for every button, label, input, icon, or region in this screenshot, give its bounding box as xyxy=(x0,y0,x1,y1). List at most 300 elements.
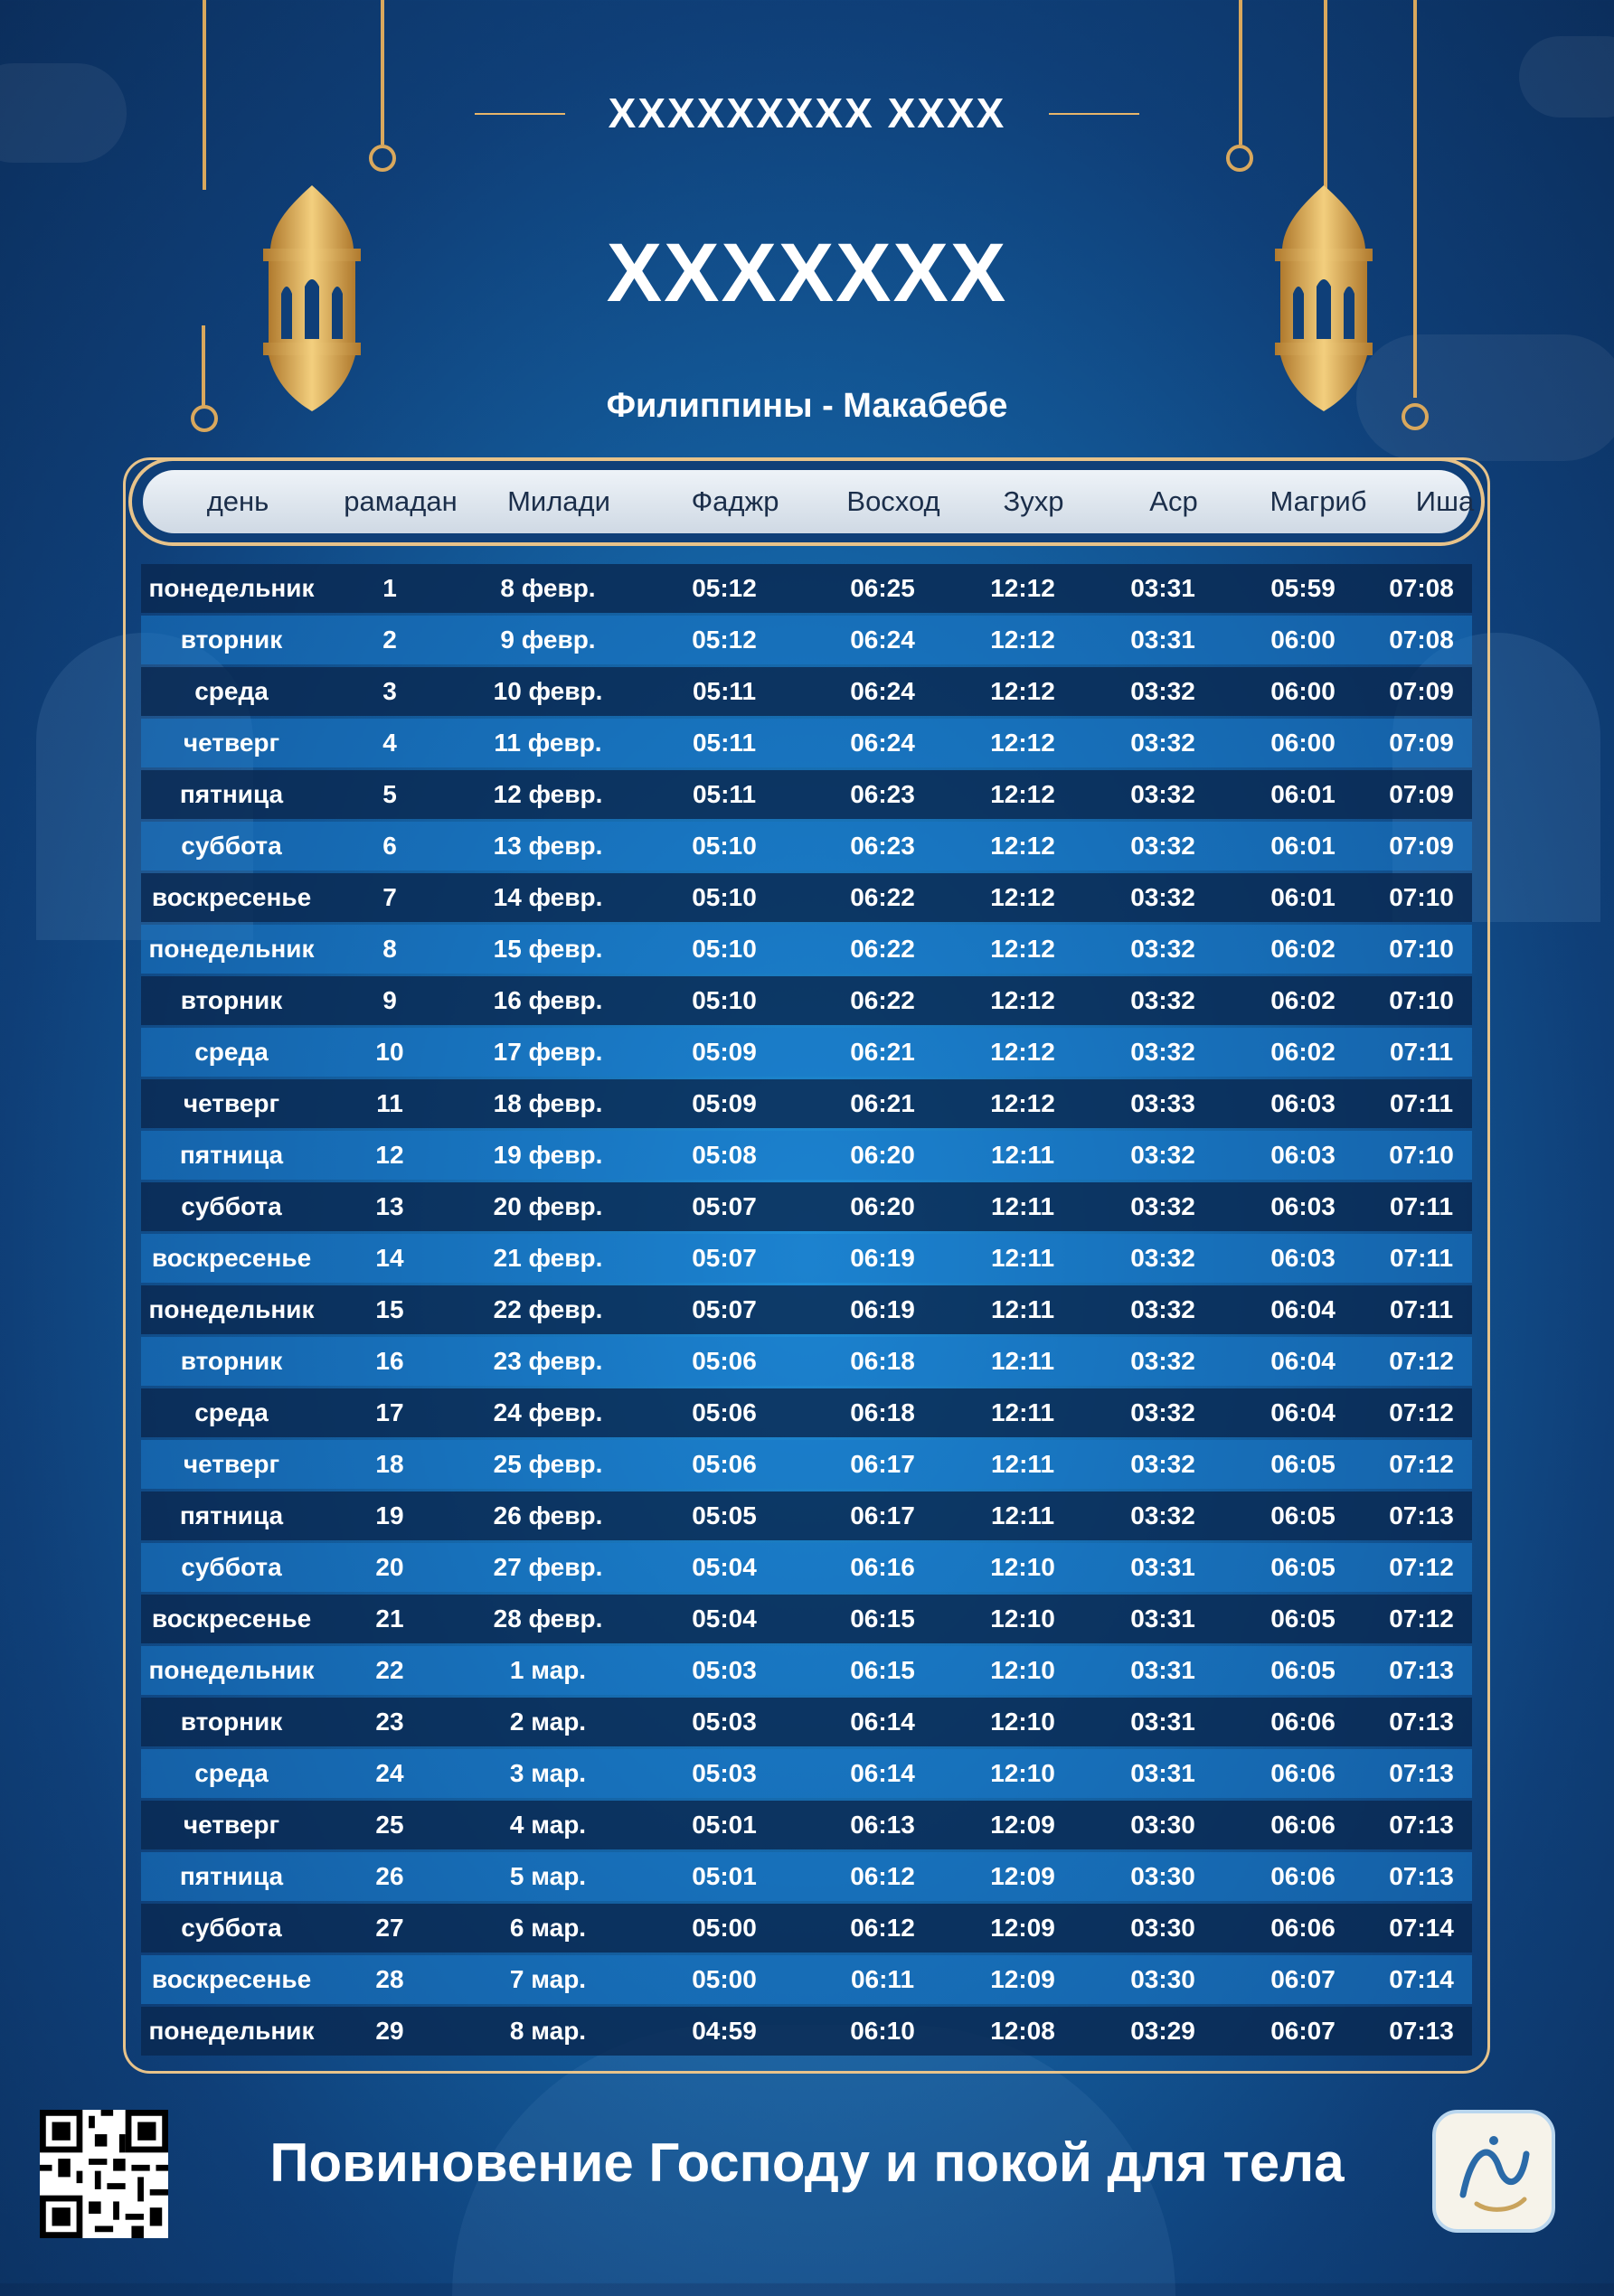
table-row xyxy=(141,822,1472,870)
table-cell: 06:05 xyxy=(1270,1501,1336,1529)
table-cell: 03:32 xyxy=(1130,1347,1195,1375)
table-cell: 7 мар. xyxy=(509,1965,587,1993)
table-cell: 13 xyxy=(375,1192,404,1220)
table-cell: суббота xyxy=(181,832,282,860)
table-row xyxy=(141,1388,1472,1437)
lantern-ring xyxy=(369,145,396,172)
table-cell: 12:10 xyxy=(990,1604,1055,1633)
table-cell: 15 xyxy=(375,1295,404,1323)
column-header: Милади xyxy=(507,485,610,517)
table-cell: 07:13 xyxy=(1389,1862,1454,1890)
table-cell: 06:05 xyxy=(1270,1604,1336,1633)
table-cell: 11 февр. xyxy=(494,729,602,757)
prayer-times-table xyxy=(141,564,1472,2058)
table-cell: 07:10 xyxy=(1389,935,1454,963)
table-cell: 26 xyxy=(375,1862,404,1890)
table-cell: 03:30 xyxy=(1130,1811,1195,1839)
table-cell: 05:07 xyxy=(692,1192,757,1220)
table-cell: 03:32 xyxy=(1130,1398,1195,1426)
table-cell: 07:11 xyxy=(1389,1192,1454,1220)
table-cell: 06:17 xyxy=(850,1450,915,1478)
table-cell: 06:11 xyxy=(850,1965,915,1993)
table-cell: 28 февр. xyxy=(493,1604,603,1633)
table-cell: 20 февр. xyxy=(493,1192,603,1220)
table-cell: 2 мар. xyxy=(509,1708,587,1736)
table-cell: 7 xyxy=(382,883,397,911)
table-cell: 06:04 xyxy=(1270,1398,1336,1426)
table-header xyxy=(128,457,1485,546)
table-cell: 03:32 xyxy=(1130,883,1195,911)
table-cell: 07:09 xyxy=(1389,780,1454,808)
table-cell: 15 февр. xyxy=(493,935,603,963)
table-cell: 06:19 xyxy=(850,1244,915,1272)
table-cell: вторник xyxy=(180,626,283,654)
table-cell: 05:07 xyxy=(692,1295,757,1323)
table-cell: 03:32 xyxy=(1130,1501,1195,1529)
table-cell: 07:08 xyxy=(1389,626,1454,654)
table-row xyxy=(141,1749,1472,1798)
table-cell: 06:19 xyxy=(850,1295,915,1323)
table-cell: 22 февр. xyxy=(493,1295,603,1323)
table-row xyxy=(141,719,1472,767)
table-cell: 19 xyxy=(375,1501,404,1529)
table-row xyxy=(141,1028,1472,1077)
table-cell: 07:10 xyxy=(1389,1141,1454,1169)
table-cell: 25 февр. xyxy=(493,1450,603,1478)
table-cell: суббота xyxy=(181,1192,282,1220)
table-cell: 07:13 xyxy=(1389,1759,1454,1787)
table-cell: пятница xyxy=(179,1141,284,1169)
table-cell: 07:13 xyxy=(1389,1656,1454,1684)
table-cell: 12:10 xyxy=(990,1656,1055,1684)
table-cell: 12:12 xyxy=(990,935,1055,963)
table-cell: 8 xyxy=(382,935,397,963)
column-header: Зухр xyxy=(1003,485,1064,517)
table-cell: 06:20 xyxy=(850,1141,915,1169)
table-cell: 6 мар. xyxy=(509,1914,587,1942)
table-row xyxy=(141,667,1472,716)
table-cell: 06:03 xyxy=(1270,1089,1336,1117)
table-cell: 07:11 xyxy=(1389,1038,1454,1066)
table-cell: 05:08 xyxy=(692,1141,757,1169)
table-cell: 03:33 xyxy=(1130,1089,1195,1117)
table-cell: 07:13 xyxy=(1389,1708,1454,1736)
table-cell: 12:12 xyxy=(990,626,1055,654)
table-cell: 23 февр. xyxy=(493,1347,603,1375)
table-cell: 03:31 xyxy=(1130,1759,1195,1787)
table-cell: 05:06 xyxy=(692,1347,757,1375)
table-cell: 18 xyxy=(375,1450,404,1478)
table-cell: 05:09 xyxy=(692,1089,757,1117)
table-cell: 05:12 xyxy=(692,574,757,602)
table-cell: 06:06 xyxy=(1270,1811,1336,1839)
table-cell: 05:03 xyxy=(692,1708,757,1736)
table-cell: 06:00 xyxy=(1270,677,1336,705)
table-cell: 06:00 xyxy=(1270,729,1336,757)
table-cell: 06:24 xyxy=(850,729,915,757)
table-cell: 06:21 xyxy=(850,1038,915,1066)
table-cell: 07:11 xyxy=(1389,1295,1454,1323)
table-cell: 06:02 xyxy=(1270,1038,1336,1066)
table-cell: 06:14 xyxy=(850,1708,915,1736)
table-cell: 06:25 xyxy=(850,574,915,602)
table-cell: 12:10 xyxy=(990,1708,1055,1736)
table-cell: 06:05 xyxy=(1270,1553,1336,1581)
table-cell: 24 февр. xyxy=(493,1398,603,1426)
table-cell: 17 февр. xyxy=(493,1038,603,1066)
table-cell: 25 xyxy=(375,1811,404,1839)
table-cell: 06:00 xyxy=(1270,626,1336,654)
table-cell: 05:11 xyxy=(692,677,757,705)
footer-slogan: Повиновение Господу и покой для тела xyxy=(269,2132,1345,2193)
table-cell: 05:00 xyxy=(692,1914,757,1942)
table-cell: 12 февр. xyxy=(493,780,603,808)
table-cell: пятница xyxy=(179,1501,284,1529)
table-cell: воскресенье xyxy=(151,1244,312,1272)
table-cell: 07:13 xyxy=(1389,2017,1454,2045)
table-cell: 06:21 xyxy=(850,1089,915,1117)
table-cell: 05:11 xyxy=(692,780,757,808)
table-cell: 07:13 xyxy=(1389,1811,1454,1839)
table-cell: 07:14 xyxy=(1389,1914,1454,1942)
lantern-icon xyxy=(1271,185,1376,411)
table-cell: 03:32 xyxy=(1130,1295,1195,1323)
table-cell: 9 февр. xyxy=(500,626,596,654)
table-row xyxy=(141,1801,1472,1849)
table-cell: 05:10 xyxy=(692,935,757,963)
table-cell: 07:12 xyxy=(1389,1398,1454,1426)
lantern-ring xyxy=(191,405,218,432)
table-cell: 07:08 xyxy=(1389,574,1454,602)
table-cell: 06:01 xyxy=(1270,780,1336,808)
table-cell: 12:12 xyxy=(990,832,1055,860)
table-cell: 12:09 xyxy=(990,1965,1055,1993)
lantern-chain xyxy=(1413,0,1417,398)
table-cell: 27 xyxy=(375,1914,404,1942)
table-row xyxy=(141,564,1472,613)
table-cell: 12:12 xyxy=(990,986,1055,1014)
table-cell: 06:06 xyxy=(1270,1914,1336,1942)
table-cell: четверг xyxy=(183,1089,280,1117)
table-cell: 12:11 xyxy=(990,1295,1055,1323)
table-cell: 05:04 xyxy=(692,1553,757,1581)
table-cell: вторник xyxy=(180,1347,283,1375)
table-row xyxy=(141,1852,1472,1901)
table-cell: понедельник xyxy=(148,2017,315,2045)
table-cell: 05:10 xyxy=(692,832,757,860)
table-cell: среда xyxy=(194,1759,269,1787)
table-cell: 12:11 xyxy=(990,1347,1055,1375)
table-cell: 03:31 xyxy=(1130,1708,1195,1736)
table-cell: 27 февр. xyxy=(493,1553,603,1581)
table-cell: 6 xyxy=(382,832,397,860)
table-cell: 03:31 xyxy=(1130,626,1195,654)
table-cell: 12:09 xyxy=(990,1811,1055,1839)
table-cell: 03:32 xyxy=(1130,986,1195,1014)
table-cell: 07:12 xyxy=(1389,1450,1454,1478)
table-cell: 8 мар. xyxy=(509,2017,587,2045)
table-cell: 03:32 xyxy=(1130,729,1195,757)
table-cell: 19 февр. xyxy=(493,1141,603,1169)
table-cell: 3 xyxy=(382,677,397,705)
table-cell: понедельник xyxy=(148,935,315,963)
table-cell: 21 февр. xyxy=(493,1244,603,1272)
table-cell: 03:32 xyxy=(1130,780,1195,808)
table-cell: 03:32 xyxy=(1130,935,1195,963)
table-cell: 05:05 xyxy=(692,1501,757,1529)
table-cell: 06:15 xyxy=(850,1656,915,1684)
table-cell: 03:30 xyxy=(1130,1965,1195,1993)
table-cell: 03:31 xyxy=(1130,1604,1195,1633)
column-header: рамадан xyxy=(344,485,458,517)
table-cell: 05:03 xyxy=(692,1656,757,1684)
table-cell: 10 февр. xyxy=(493,677,603,705)
table-row xyxy=(141,925,1472,974)
table-cell: понедельник xyxy=(148,1656,315,1684)
table-cell: воскресенье xyxy=(151,1965,312,1993)
lantern-chain xyxy=(1324,0,1327,190)
table-cell: 05:06 xyxy=(692,1450,757,1478)
table-row xyxy=(141,1904,1472,1953)
table-cell: 07:10 xyxy=(1389,986,1454,1014)
table-cell: 07:14 xyxy=(1389,1965,1454,1993)
table-cell: 12 xyxy=(375,1141,404,1169)
table-cell: суббота xyxy=(181,1914,282,1942)
table-cell: понедельник xyxy=(148,1295,315,1323)
table-cell: 12:10 xyxy=(990,1553,1055,1581)
table-cell: 12:09 xyxy=(990,1914,1055,1942)
table-cell: вторник xyxy=(180,1708,283,1736)
table-cell: суббота xyxy=(181,1553,282,1581)
table-row xyxy=(141,1079,1472,1128)
table-row xyxy=(141,1337,1472,1386)
table-row xyxy=(141,1440,1472,1489)
table-cell: 06:03 xyxy=(1270,1192,1336,1220)
table-row xyxy=(141,976,1472,1025)
table-cell: 06:18 xyxy=(850,1398,915,1426)
table-cell: 10 xyxy=(375,1038,404,1066)
table-cell: 06:05 xyxy=(1270,1450,1336,1478)
table-row xyxy=(141,1131,1472,1180)
column-header: Аср xyxy=(1149,485,1198,517)
table-cell: 06:02 xyxy=(1270,986,1336,1014)
table-cell: 06:04 xyxy=(1270,1295,1336,1323)
table-cell: 07:12 xyxy=(1389,1553,1454,1581)
table-row xyxy=(141,616,1472,664)
table-cell: 05:11 xyxy=(692,729,757,757)
table-cell: 05:04 xyxy=(692,1604,757,1633)
table-cell: 05:09 xyxy=(692,1038,757,1066)
lantern-ring xyxy=(1226,145,1253,172)
main-title: ХХХХХХХ xyxy=(606,227,1008,319)
table-row xyxy=(141,1955,1472,2004)
table-cell: 06:06 xyxy=(1270,1759,1336,1787)
table-cell: 06:23 xyxy=(850,780,915,808)
table-cell: 23 xyxy=(375,1708,404,1736)
table-cell: четверг xyxy=(183,1811,280,1839)
table-cell: четверг xyxy=(183,1450,280,1478)
table-cell: 12:12 xyxy=(990,780,1055,808)
table-cell: 12:11 xyxy=(990,1501,1055,1529)
lantern-chain xyxy=(202,325,205,407)
table-cell: 06:14 xyxy=(850,1759,915,1787)
table-cell: 20 xyxy=(375,1553,404,1581)
table-row xyxy=(141,1646,1472,1695)
background-cloud xyxy=(1519,36,1614,118)
table-cell: 05:03 xyxy=(692,1759,757,1787)
table-cell: 4 мар. xyxy=(509,1811,587,1839)
table-header-row xyxy=(143,470,1475,533)
table-cell: 06:06 xyxy=(1270,1708,1336,1736)
table-cell: 4 xyxy=(382,729,397,757)
table-cell: 12:12 xyxy=(990,1089,1055,1117)
table-cell: среда xyxy=(194,677,269,705)
table-cell: 05:01 xyxy=(692,1862,757,1890)
table-cell: среда xyxy=(194,1038,269,1066)
lantern-ring xyxy=(1402,403,1429,430)
table-cell: 06:23 xyxy=(850,832,915,860)
table-cell: 06:03 xyxy=(1270,1141,1336,1169)
table-cell: пятница xyxy=(179,1862,284,1890)
table-cell: 07:09 xyxy=(1389,677,1454,705)
table-cell: 12:12 xyxy=(990,1038,1055,1066)
table-cell: воскресенье xyxy=(151,1604,312,1633)
table-cell: 12:12 xyxy=(990,677,1055,705)
table-cell: 12:09 xyxy=(990,1862,1055,1890)
table-cell: 03:32 xyxy=(1130,677,1195,705)
table-cell: 03:32 xyxy=(1130,1244,1195,1272)
table-cell: 03:29 xyxy=(1130,2017,1195,2045)
table-cell: 13 февр. xyxy=(493,832,603,860)
table-cell: 05:07 xyxy=(692,1244,757,1272)
table-cell: 06:22 xyxy=(850,986,915,1014)
table-row xyxy=(141,1595,1472,1643)
table-cell: 29 xyxy=(375,2017,404,2045)
table-cell: 06:22 xyxy=(850,883,915,911)
table-cell: 07:12 xyxy=(1389,1604,1454,1633)
table-cell: 06:03 xyxy=(1270,1244,1336,1272)
table-row xyxy=(141,770,1472,819)
table-cell: 06:22 xyxy=(850,935,915,963)
table-cell: вторник xyxy=(180,986,283,1014)
table-cell: 8 февр. xyxy=(500,574,596,602)
app-logo-icon[interactable] xyxy=(1432,2110,1555,2233)
table-cell: 05:12 xyxy=(692,626,757,654)
table-cell: 06:12 xyxy=(850,1914,915,1942)
table-cell: 05:01 xyxy=(692,1811,757,1839)
table-cell: 03:32 xyxy=(1130,1038,1195,1066)
table-cell: 03:32 xyxy=(1130,1141,1195,1169)
table-cell: 05:10 xyxy=(692,883,757,911)
table-cell: 05:10 xyxy=(692,986,757,1014)
table-row xyxy=(141,873,1472,922)
header-rule-right xyxy=(1049,113,1139,115)
table-cell: 12:11 xyxy=(990,1192,1055,1220)
table-cell: 07:10 xyxy=(1389,883,1454,911)
table-cell: 1 мар. xyxy=(509,1656,587,1684)
table-cell: 06:07 xyxy=(1270,1965,1336,1993)
table-cell: 5 xyxy=(382,780,397,808)
table-cell: 05:59 xyxy=(1270,574,1336,602)
table-cell: 14 февр. xyxy=(493,883,603,911)
table-cell: 03:30 xyxy=(1130,1914,1195,1942)
app-logo-calligraphy xyxy=(1436,2113,1552,2229)
table-cell: 03:32 xyxy=(1130,1192,1195,1220)
table-cell: 9 xyxy=(382,986,397,1014)
table-cell: 07:09 xyxy=(1389,729,1454,757)
table-cell: 22 xyxy=(375,1656,404,1684)
table-cell: 06:06 xyxy=(1270,1862,1336,1890)
table-cell: 04:59 xyxy=(692,2017,757,2045)
table-cell: 06:10 xyxy=(850,2017,915,2045)
table-row xyxy=(141,1182,1472,1231)
table-cell: 06:02 xyxy=(1270,935,1336,963)
table-cell: 12:12 xyxy=(990,729,1055,757)
table-cell: 12:11 xyxy=(990,1450,1055,1478)
top-title: ХХХХХХХХХ ХХХХ xyxy=(608,89,1006,136)
header-rule-left xyxy=(475,113,565,115)
lantern-chain xyxy=(203,0,206,190)
table-cell: 12:11 xyxy=(990,1398,1055,1426)
table-row xyxy=(141,1543,1472,1592)
table-cell: 06:01 xyxy=(1270,883,1336,911)
table-cell: 3 мар. xyxy=(509,1759,587,1787)
table-cell: 06:04 xyxy=(1270,1347,1336,1375)
table-row xyxy=(141,1491,1472,1540)
table-cell: пятница xyxy=(179,780,284,808)
table-cell: 06:17 xyxy=(850,1501,915,1529)
lantern-chain xyxy=(1239,0,1242,145)
table-cell: 12:12 xyxy=(990,574,1055,602)
column-header: Восход xyxy=(846,485,940,517)
table-cell: 18 февр. xyxy=(493,1089,603,1117)
column-header: день xyxy=(206,485,269,517)
table-cell: 28 xyxy=(375,1965,404,1993)
table-cell: 06:24 xyxy=(850,677,915,705)
table-row xyxy=(141,1285,1472,1334)
table-cell: 03:31 xyxy=(1130,1656,1195,1684)
lantern-chain xyxy=(381,0,384,145)
table-cell: 21 xyxy=(375,1604,404,1633)
table-cell: 05:00 xyxy=(692,1965,757,1993)
table-cell: 07:11 xyxy=(1389,1244,1454,1272)
location-title: Филиппины - Макабебе xyxy=(606,387,1008,425)
table-row xyxy=(141,2007,1472,2056)
table-cell: 12:10 xyxy=(990,1759,1055,1787)
table-cell: 24 xyxy=(375,1759,404,1787)
table-row xyxy=(141,1234,1472,1283)
table-cell: 12:12 xyxy=(990,883,1055,911)
table-cell: четверг xyxy=(183,729,280,757)
table-cell: 11 xyxy=(376,1089,403,1117)
table-cell: 06:01 xyxy=(1270,832,1336,860)
table-cell: 06:18 xyxy=(850,1347,915,1375)
table-cell: 16 февр. xyxy=(493,986,603,1014)
table-cell: 17 xyxy=(375,1398,404,1426)
table-cell: 12:11 xyxy=(990,1141,1055,1169)
table-cell: 06:15 xyxy=(850,1604,915,1633)
column-header: Фаджр xyxy=(691,485,779,517)
table-cell: 03:32 xyxy=(1130,832,1195,860)
table-cell: 07:13 xyxy=(1389,1501,1454,1529)
table-cell: 06:24 xyxy=(850,626,915,654)
table-cell: 05:06 xyxy=(692,1398,757,1426)
table-cell: воскресенье xyxy=(151,883,312,911)
background-cloud xyxy=(0,63,127,163)
table-row xyxy=(141,1698,1472,1746)
table-cell: 1 xyxy=(382,574,397,602)
table-cell: 03:31 xyxy=(1130,1553,1195,1581)
